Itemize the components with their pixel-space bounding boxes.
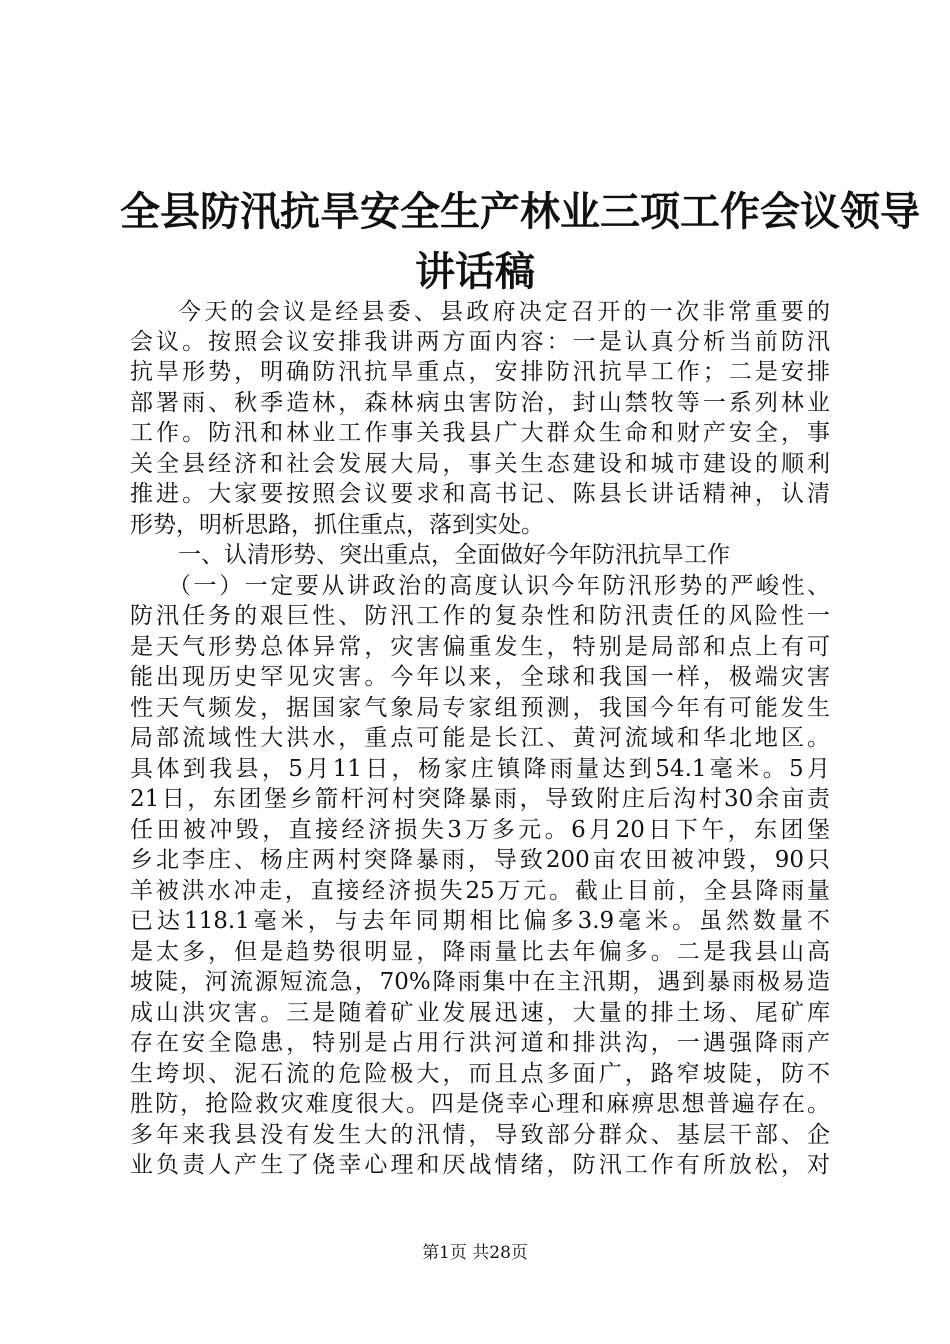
paragraph-line: 存在安全隐患，特别是占用行洪河道和排洪沟，一遇强降雨产 [130,1030,830,1056]
paragraph-line: 是太多，但是趋势很明显，降雨量比去年偏多。二是我县山高 [130,939,830,965]
paragraph-line: 防汛任务的艰巨性、防汛工作的复杂性和防汛责任的风险性一 [130,603,830,629]
section-heading: 一、认清形势、突出重点，全面做好今年防汛抗旱工作 [178,542,730,568]
paragraph-line: 抗旱形势，明确防汛抗旱重点，安排防汛抗旱工作；二是安排 [130,359,830,385]
paragraph-line: 成山洪灾害。三是随着矿业发展迅速，大量的排土场、尾矿库 [130,1000,830,1026]
paragraph-line: 局部流域性大洪水，重点可能是长江、黄河流域和华北地区。 [130,725,830,751]
paragraph-line: 乡北李庄、杨庄两村突降暴雨，导致200亩农田被冲毁，90只 [130,847,830,873]
paragraph-line: 形势，明析思路，抓住重点，落到实处。 [130,512,544,538]
paragraph-line: 关全县经济和社会发展大局，事关生态建设和城市建设的顺利 [130,451,830,477]
paragraph-line: 具体到我县，5月11日，杨家庄镇降雨量达到54.1毫米。5月 [130,756,830,782]
paragraph-line: 推进。大家要按照会议要求和高书记、陈县长讲话精神，认清 [130,481,830,507]
paragraph-line: 多年来我县没有发生大的汛情，导致部分群众、基层干部、企 [130,1122,830,1148]
paragraph-line: （一）一定要从讲政治的高度认识今年防汛形势的严峻性、 [168,573,830,599]
paragraph-line: 业负责人产生了侥幸心理和厌战情绪，防汛工作有所放松，对 [130,1152,830,1178]
paragraph-line: 任田被冲毁，直接经济损失3万多元。6月20日下午，东团堡 [130,817,830,843]
paragraph-line: 生垮坝、泥石流的危险极大，而且点多面广，路窄坡陡，防不 [130,1061,830,1087]
paragraph-line: 工作。防汛和林业工作事关我县广大群众生命和财产安全，事 [130,420,830,446]
paragraph-line: 能出现历史罕见灾害。今年以来，全球和我国一样，极端灾害 [130,664,830,690]
paragraph-line: 性天气频发，据国家气象局专家组预测，我国今年有可能发生 [130,695,830,721]
paragraph-line: 部署雨、秋季造林，森林病虫害防治，封山禁牧等一系列林业 [130,390,830,416]
paragraph-line: 是天气形势总体异常，灾害偏重发生，特别是局部和点上有可 [130,634,830,660]
document-title-line-2: 讲话稿 [415,249,535,295]
paragraph-line: 坡陡，河流源短流急，70%降雨集中在主汛期，遇到暴雨极易造 [130,969,830,995]
paragraph-line: 会议。按照会议安排我讲两方面内容：一是认真分析当前防汛 [130,329,830,355]
paragraph-line: 21日，东团堡乡箭杆河村突降暴雨，导致附庄后沟村30余亩责 [130,786,830,812]
paragraph-line: 羊被洪水冲走，直接经济损失25万元。截止目前，全县降雨量 [130,878,830,904]
paragraph-line: 胜防，抢险救灾难度很大。四是侥幸心理和麻痹思想普遍存在。 [130,1091,830,1117]
document-title-line-1: 全县防汛抗旱安全生产林业三项工作会议领导 [120,189,920,235]
paragraph-line: 已达118.1毫米，与去年同期相比偏多3.9毫米。虽然数量不 [130,908,830,934]
paragraph-line: 今天的会议是经县委、县政府决定召开的一次非常重要的 [178,299,830,325]
page-number-footer: 第1页 共28页 [422,1243,528,1263]
